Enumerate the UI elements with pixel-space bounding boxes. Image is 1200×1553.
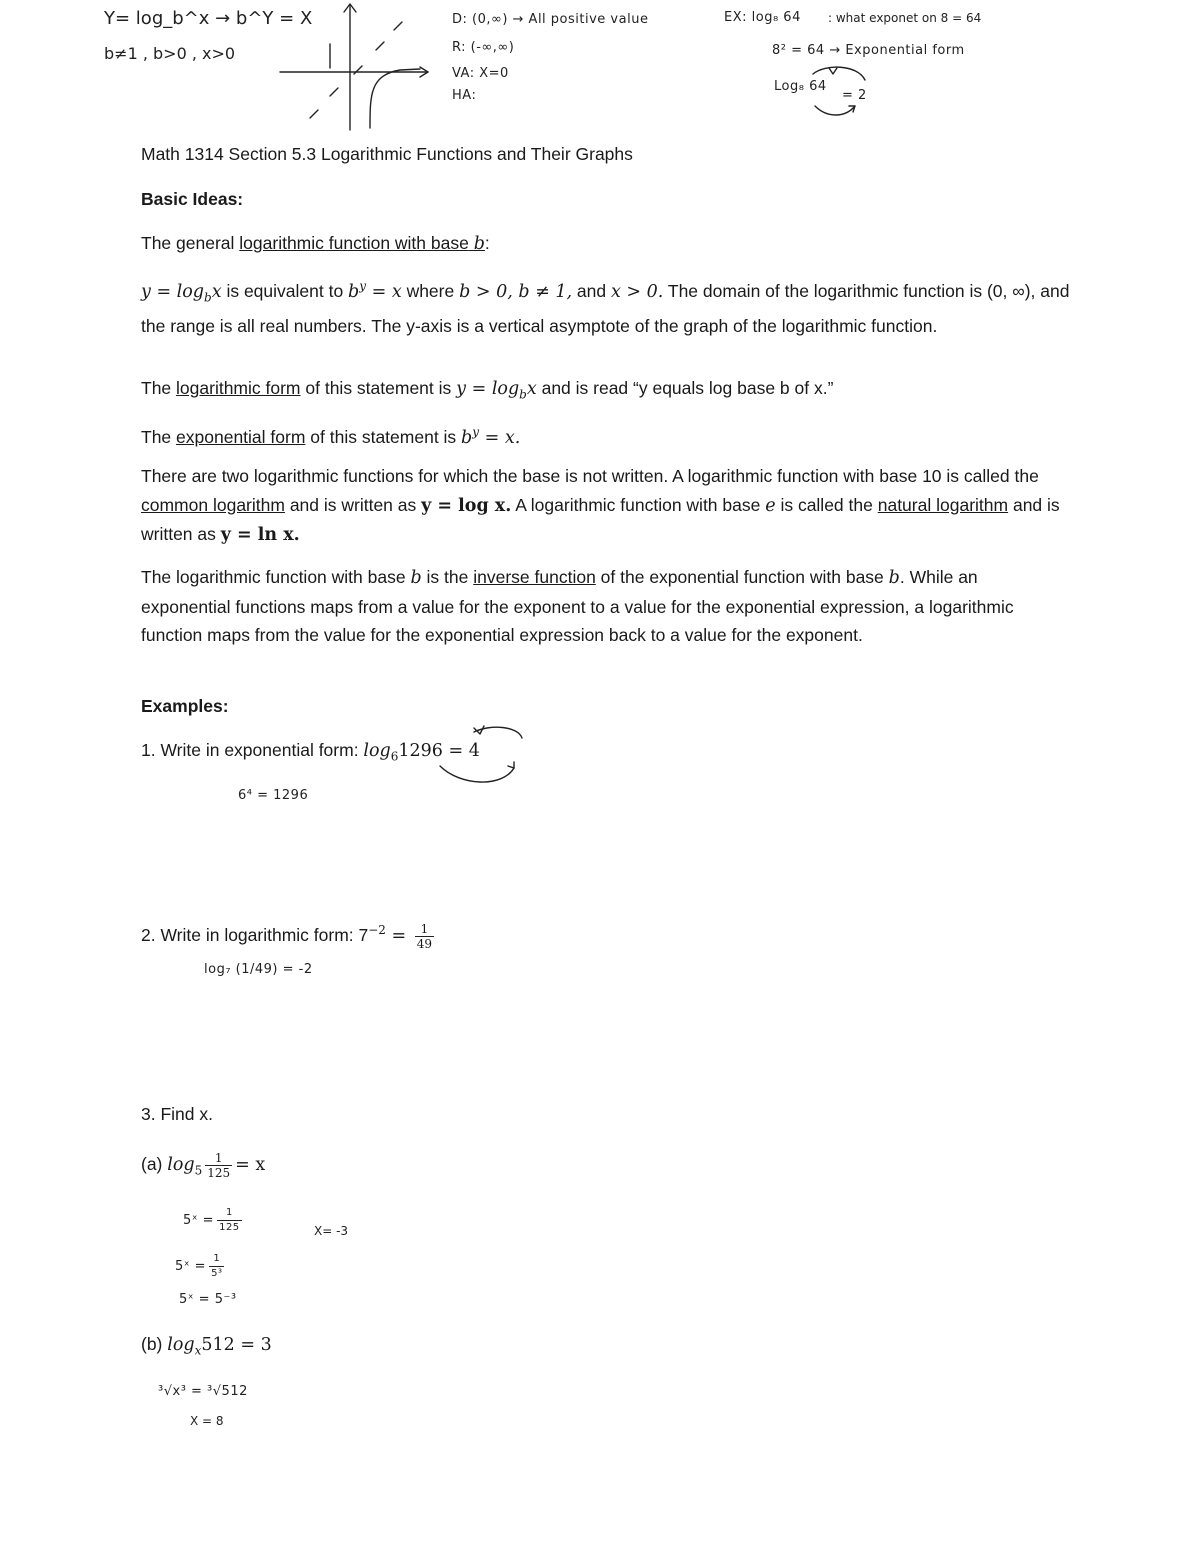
note-arrow-loop <box>805 62 875 122</box>
example-2-handwritten-answer: log₇ (1/49) = -2 <box>204 962 313 977</box>
graph-dash-2 <box>330 88 338 96</box>
note-log-definition: Y= log_b^x → b^Y = X <box>104 8 313 29</box>
graph-dash-1 <box>310 110 318 118</box>
example-3a-step-2: 5ˣ = $\frac{1}{\text{5³}}$ <box>175 1253 223 1279</box>
note-range: R: (-∞,∞) <box>452 40 515 55</box>
example-3a-step-1: 5ˣ = $\frac{1}{125}$ <box>183 1207 240 1233</box>
logarithmic-form-paragraph: The logarithmic form of this statement is $y = \log_bx$ and is read “y equals log base b of x.” <box>141 378 834 402</box>
graph-dash-5 <box>394 22 402 30</box>
note-log-answer: = 2 <box>842 88 867 103</box>
log-graph-sketch <box>270 0 440 135</box>
graph-dash-3 <box>354 66 362 74</box>
example-1-prompt: 1. Write in exponential form: $\log_61296 = 4$ <box>141 740 480 764</box>
note-example-question: : what exponet on 8 = 64 <box>828 11 982 25</box>
general-log-paragraph: The general logarithmic function with base b: <box>141 233 490 254</box>
common-natural-log-paragraph: There are two logarithmic functions for which the base is not written. A logarithmic function with base 10 is called the common logarithm and is written as y = log x. A logarithmic function with base e is called the natural logarithm and is written as y = ln x. <box>141 466 1060 545</box>
example-3a-prompt: (a) $\log_5$ $\frac{1}{125}$ = x <box>141 1150 266 1180</box>
example-3b-prompt: (b) $\log_x512 = 3$ <box>141 1334 272 1358</box>
note-exponential-form: 8² = 64 → Exponential form <box>772 43 965 58</box>
graph-log-curve <box>370 69 420 128</box>
note-domain: D: (0,∞) → All positive value <box>452 12 649 27</box>
note-log-conditions: b≠1 , b>0 , x>0 <box>104 44 236 63</box>
example-1-arrow-loop <box>430 722 530 794</box>
example-3a-step-3: 5ˣ = 5⁻³ <box>179 1292 237 1307</box>
example-1-handwritten-answer: 6⁴ = 1296 <box>238 788 309 803</box>
note-log-form: Log₈ 64 <box>774 79 827 94</box>
example-3-heading: 3. Find x. <box>141 1104 213 1124</box>
exponential-form-paragraph: The exponential form of this statement is $b^y = x$. <box>141 425 521 448</box>
note-vertical-asymptote: VA: X=0 <box>452 66 509 81</box>
example-3b-answer: X = 8 <box>190 1414 224 1428</box>
example-2-prompt: 2. Write in logarithmic form: $7^{-2}$ = $\frac{1}{49}$ <box>141 921 433 951</box>
example-3a-answer: X= -3 <box>314 1224 349 1238</box>
graph-dash-4 <box>376 42 384 50</box>
note-horizontal-asymptote: HA: <box>452 88 477 103</box>
page-title: Math 1314 Section 5.3 Logarithmic Functions and Their Graphs <box>141 144 633 164</box>
example-3b-step-1: ³√x³ = ³√512 <box>158 1384 248 1399</box>
definition-paragraph: $y = \log_bx$ is equivalent to $b^y = x$ where b > 0, b ≠ 1, and x > 0. The domain of the logarithmic function is (0, ∞), and the range is all real numbers. The y-axis is a vertical asymptote of the graph of the logarithmic function. <box>141 279 1070 336</box>
basic-ideas-heading: Basic Ideas: <box>141 189 244 209</box>
inverse-function-paragraph: The logarithmic function with base b is the inverse function of the exponential function with base b. While an exponential functions maps from a value for the exponent to a value for the exponential expression, a logarithmic function maps from the value for the exponential expression back to a value for the exponent. <box>141 567 1014 645</box>
note-example-log: EX: log₈ 64 <box>724 10 801 25</box>
examples-heading: Examples: <box>141 696 229 716</box>
